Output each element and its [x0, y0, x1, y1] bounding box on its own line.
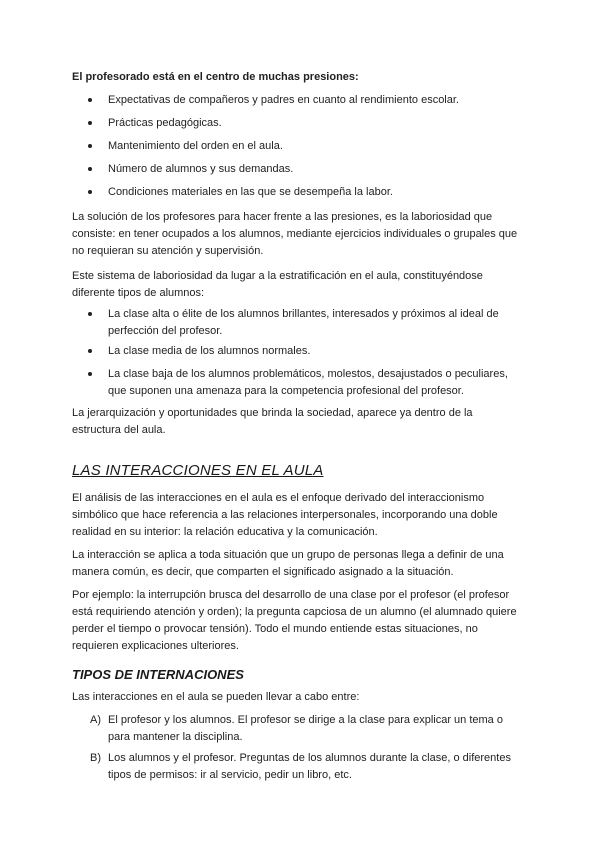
bullet-icon: [88, 144, 92, 148]
types-intro: Las interacciones en el aula se pueden llevar a cabo entre:: [72, 691, 360, 703]
paragraph-line: Este sistema de laboriosidad da lugar a la estratificación en el aula, constituyéndose: [72, 270, 483, 282]
bullet-icon: [88, 167, 92, 171]
list-item: Condiciones materiales en las que se desempeña la labor.: [108, 186, 393, 198]
list-marker: A): [90, 714, 101, 726]
list-item: que suponen una amenaza para la competencia profesional del profesor.: [108, 385, 464, 397]
bullet-icon: [88, 190, 92, 194]
list-item: Prácticas pedagógicas.: [108, 117, 222, 129]
paragraph-line: está requiriendo atención y orden); la pregunta capciosa de un alumno (el alumnado quiere: [72, 606, 517, 618]
list-item: La clase media de los alumnos normales.: [108, 345, 311, 357]
bullet-icon: [88, 98, 92, 102]
paragraph-line: simbólico que hace referencia a las relaciones interpersonales, incorporando una doble: [72, 509, 498, 521]
list-item: Los alumnos y el profesor. Preguntas de los alumnos durante la clase, o diferentes: [108, 752, 511, 764]
paragraph-line: consiste: en tener ocupados a los alumnos, mediante ejercicios individuales o grupales que: [72, 228, 518, 240]
bullet-icon: [88, 121, 92, 125]
list-item: El profesor y los alumnos. El profesor se dirige a la clase para explicar un tema o: [108, 714, 503, 726]
section-heading: LAS INTERACCIONES EN EL AULA: [72, 462, 324, 479]
subsection-heading: TIPOS DE INTERNACIONES: [72, 667, 244, 682]
paragraph-line: La jerarquización y oportunidades que brinda la sociedad, aparece ya dentro de la: [72, 407, 473, 419]
list-item: Mantenimiento del orden en el aula.: [108, 140, 283, 152]
bullet-icon: [88, 349, 92, 353]
paragraph-line: La interacción se aplica a toda situación que un grupo de personas llega a definir de una: [72, 549, 504, 561]
list-item: La clase baja de los alumnos problemáticos, molestos, desajustados o peculiares,: [108, 368, 508, 380]
paragraph-line: requieren explicaciones ulteriores.: [72, 640, 239, 652]
list-item: perfección del profesor.: [108, 325, 223, 337]
paragraph-line: realidad en su interior: la relación educativa y la comunicación.: [72, 526, 378, 538]
list-item: Expectativas de compañeros y padres en cuanto al rendimiento escolar.: [108, 94, 459, 106]
paragraph-line: diferente tipos de alumnos:: [72, 287, 205, 299]
list-item: para mantener la disciplina.: [108, 731, 243, 743]
list-item: Número de alumnos y sus demandas.: [108, 163, 294, 175]
list-marker: B): [90, 752, 101, 764]
paragraph-line: El análisis de las interacciones en el aula es el enfoque derivado del interaccionismo: [72, 492, 485, 504]
bullet-icon: [88, 312, 92, 316]
paragraph-line: no requieran su atención y supervisión.: [72, 245, 264, 257]
bullet-icon: [88, 372, 92, 376]
list-item: La clase alta o élite de los alumnos brillantes, interesados y próximos al ideal de: [108, 308, 499, 320]
pressures-heading: El profesorado está en el centro de muchas presiones:: [72, 71, 359, 83]
paragraph-line: La solución de los profesores para hacer frente a las presiones, es la laboriosidad que: [72, 211, 493, 223]
paragraph-line: perder el tiempo o provocar tensión). Todo el mundo entiende estas situaciones, no: [72, 623, 478, 635]
list-item: tipos de permisos: ir al servicio, pedir un libro, etc.: [108, 769, 352, 781]
paragraph-line: manera común, es decir, que comparten el significado asignado a la situación.: [72, 566, 454, 578]
paragraph-line: Por ejemplo: la interrupción brusca del desarrollo de una clase por el profesor (el profesor: [72, 589, 510, 601]
paragraph-line: estructura del aula.: [72, 424, 166, 436]
